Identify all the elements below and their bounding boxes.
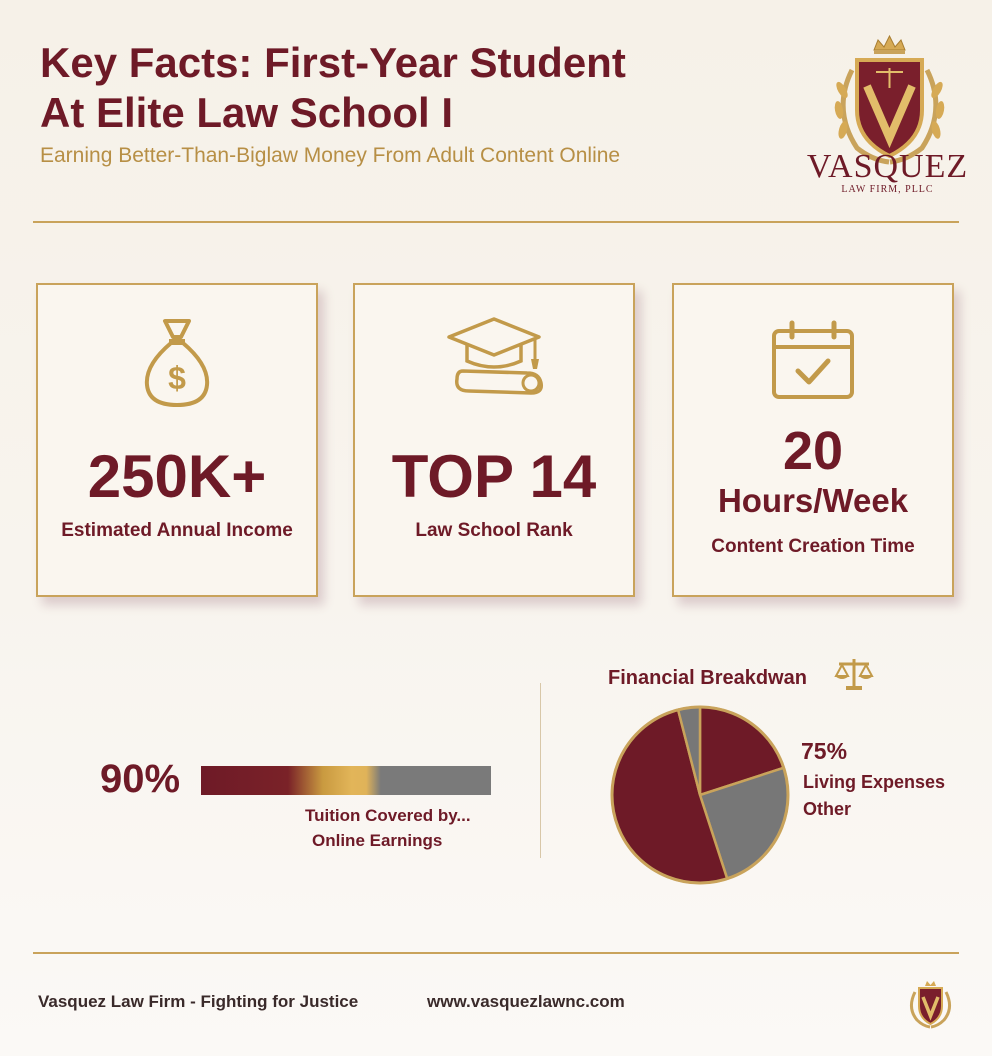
brand-tagline: LAW FIRM, PLLC bbox=[841, 184, 934, 195]
rank-value: TOP 14 bbox=[391, 443, 597, 510]
legend-living-expenses: Living Expenses bbox=[803, 772, 946, 792]
scales-icon bbox=[834, 656, 874, 692]
time-card bbox=[672, 283, 954, 597]
footer-tagline: Vasquez Law Firm - Fighting for Justice bbox=[38, 992, 359, 1011]
money-bag-icon bbox=[137, 313, 217, 413]
section-divider bbox=[540, 683, 541, 858]
tuition-progress-bar bbox=[201, 766, 491, 795]
time-label: Content Creation Time bbox=[711, 536, 915, 557]
tuition-caption-line-1: Tuition Covered by... bbox=[305, 806, 471, 825]
footer-divider bbox=[33, 952, 959, 954]
time-unit: Hours/Week bbox=[717, 482, 909, 519]
financial-pie-chart bbox=[605, 703, 795, 888]
pie-percent-label: 75% bbox=[801, 738, 848, 764]
income-value: 250K+ bbox=[87, 443, 267, 510]
rank-label: Law School Rank bbox=[415, 520, 573, 541]
tuition-caption-line-2: Online Earnings bbox=[312, 831, 443, 850]
title-line-2: At Elite Law School I bbox=[40, 89, 454, 136]
footer-website-link[interactable]: www.vasquezlawnc.com bbox=[427, 992, 625, 1011]
svg-text:$: $ bbox=[168, 360, 186, 396]
header-divider bbox=[33, 221, 959, 223]
calendar-check-icon bbox=[768, 319, 858, 401]
tuition-percent: 90% bbox=[100, 757, 181, 801]
time-value: 20 bbox=[782, 421, 844, 481]
financial-title: Financial Breakdwan bbox=[608, 667, 807, 689]
income-card bbox=[36, 283, 318, 597]
page-subtitle: Earning Better-Than-Biglaw Money From Adult Content Online bbox=[40, 144, 621, 167]
page-title bbox=[40, 38, 740, 138]
legend-other: Other bbox=[803, 799, 852, 819]
graduation-cap-icon bbox=[439, 313, 549, 408]
title-line-1: Key Facts: First-Year Student bbox=[40, 39, 626, 86]
income-label: Estimated Annual Income bbox=[61, 520, 293, 541]
footer-crest-logo bbox=[903, 978, 958, 1033]
brand-name: VASQUEZ bbox=[806, 148, 969, 185]
rank-card bbox=[353, 283, 635, 597]
